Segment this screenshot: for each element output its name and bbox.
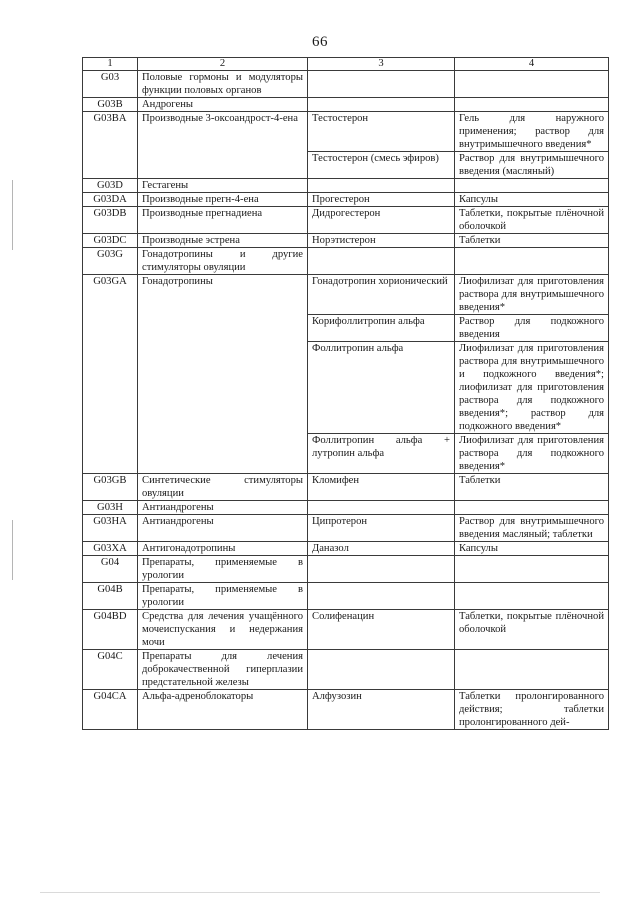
drug-cell: Тестостерон	[308, 112, 455, 152]
atc-code-cell: G03XA	[83, 542, 138, 556]
atc-code-cell: G03GB	[83, 474, 138, 501]
table-row	[83, 112, 609, 152]
dosage-form-cell: Гель для наружного применения; раствор для внутримышечного введения*	[455, 112, 609, 152]
table-row	[83, 515, 609, 542]
scan-edge-mark	[12, 180, 13, 250]
dosage-form-cell: Раствор для внутримышечного введения (масляный)	[455, 152, 609, 179]
drug-cell	[308, 650, 455, 690]
dosage-form-cell: Таблетки, покрытые плёночной оболочкой	[455, 207, 609, 234]
dosage-form-cell: Капсулы	[455, 542, 609, 556]
drug-cell: Алфузозин	[308, 690, 455, 730]
dosage-form-cell: Лиофилизат для приготовления раствора для внутримышечного и подкожного введения*; лиофилизат для приготовления раствора для подкожного введения*; раствор для подкожного введения*	[455, 342, 609, 434]
drug-cell	[308, 556, 455, 583]
drug-cell: Гонадотропин хорионический	[308, 275, 455, 315]
group-cell: Производные прегн-4-ена	[138, 193, 308, 207]
group-cell: Препараты, применяемые в урологии	[138, 583, 308, 610]
dosage-form-cell	[455, 501, 609, 515]
table-row	[83, 207, 609, 234]
dosage-form-cell: Таблетки пролонгированного действия; таблетки пролонгированного дей-	[455, 690, 609, 730]
drug-cell: Норэтистерон	[308, 234, 455, 248]
group-cell: Препараты, применяемые в урологии	[138, 556, 308, 583]
drug-cell: Тестостерон (смесь эфиров)	[308, 152, 455, 179]
dosage-form-cell	[455, 650, 609, 690]
column-header-drug: 3	[308, 58, 455, 71]
dosage-form-cell	[455, 71, 609, 98]
dosage-form-cell	[455, 556, 609, 583]
dosage-form-cell: Раствор для внутримышечного введения масляный; таблетки	[455, 515, 609, 542]
group-cell: Гонадотропины	[138, 275, 308, 474]
drug-cell: Дидрогестерон	[308, 207, 455, 234]
table-row	[83, 690, 609, 730]
table-row	[83, 71, 609, 98]
group-cell: Антиандрогены	[138, 515, 308, 542]
drug-cell	[308, 71, 455, 98]
scan-edge-mark	[12, 520, 13, 580]
atc-code-cell: G03DB	[83, 207, 138, 234]
atc-code-cell: G04B	[83, 583, 138, 610]
table-row	[83, 179, 609, 193]
dosage-form-cell: Лиофилизат для приготовления раствора для внутримышечного введения*	[455, 275, 609, 315]
dosage-form-cell	[455, 583, 609, 610]
drug-cell	[308, 583, 455, 610]
atc-code-cell: G03GA	[83, 275, 138, 474]
table-row	[83, 474, 609, 501]
dosage-form-cell: Раствор для подкожного введения	[455, 315, 609, 342]
drug-cell	[308, 248, 455, 275]
atc-code-cell: G03DC	[83, 234, 138, 248]
table-row	[83, 556, 609, 583]
dosage-form-cell	[455, 179, 609, 193]
table-row	[83, 501, 609, 515]
group-cell: Производные прегнадиена	[138, 207, 308, 234]
drug-cell: Даназол	[308, 542, 455, 556]
dosage-form-cell: Лиофилизат для приготовления раствора для подкожного введения*	[455, 434, 609, 474]
table-row	[83, 248, 609, 275]
drug-cell: Фоллитропин альфа	[308, 342, 455, 434]
group-cell: Препараты для лечения доброкачественной гиперплазии предстательной железы	[138, 650, 308, 690]
dosage-form-cell	[455, 248, 609, 275]
scan-edge-mark	[40, 892, 600, 893]
medication-table	[82, 57, 609, 730]
drug-cell: Фоллитропин альфа + лутропин альфа	[308, 434, 455, 474]
group-cell: Альфа-адреноблокаторы	[138, 690, 308, 730]
dosage-form-cell: Таблетки	[455, 474, 609, 501]
group-cell: Производные 3-оксоандрост-4-ена	[138, 112, 308, 179]
drug-cell: Солифенацин	[308, 610, 455, 650]
atc-code-cell: G04BD	[83, 610, 138, 650]
group-cell: Гонадотропины и другие стимуляторы овуляции	[138, 248, 308, 275]
drug-cell: Ципротерон	[308, 515, 455, 542]
group-cell: Антиандрогены	[138, 501, 308, 515]
dosage-form-cell: Таблетки, покрытые плёночной оболочкой	[455, 610, 609, 650]
group-cell: Половые гормоны и модуляторы функции половых органов	[138, 71, 308, 98]
atc-code-cell: G03HA	[83, 515, 138, 542]
table-row	[83, 583, 609, 610]
atc-code-cell: G03G	[83, 248, 138, 275]
column-header-group: 2	[138, 58, 308, 71]
dosage-form-cell: Таблетки	[455, 234, 609, 248]
table-row	[83, 610, 609, 650]
atc-code-cell: G03D	[83, 179, 138, 193]
dosage-form-cell	[455, 98, 609, 112]
group-cell: Производные эстрена	[138, 234, 308, 248]
table-row	[83, 193, 609, 207]
atc-code-cell: G04C	[83, 650, 138, 690]
column-header-form: 4	[455, 58, 609, 71]
drug-cell: Кломифен	[308, 474, 455, 501]
atc-code-cell: G03H	[83, 501, 138, 515]
atc-code-cell: G04	[83, 556, 138, 583]
atc-code-cell: G03B	[83, 98, 138, 112]
table-row	[83, 650, 609, 690]
column-header-code: 1	[83, 58, 138, 71]
atc-code-cell: G03BA	[83, 112, 138, 179]
table-row	[83, 98, 609, 112]
group-cell: Средства для лечения учащённого мочеиспускания и недержания мочи	[138, 610, 308, 650]
dosage-form-cell: Капсулы	[455, 193, 609, 207]
atc-code-cell: G03	[83, 71, 138, 98]
table-row	[83, 542, 609, 556]
group-cell: Синтетические стимуляторы овуляции	[138, 474, 308, 501]
atc-code-cell: G03DA	[83, 193, 138, 207]
drug-cell: Корифоллитропин альфа	[308, 315, 455, 342]
table-row	[83, 275, 609, 315]
drug-cell: Прогестерон	[308, 193, 455, 207]
atc-code-cell: G04CA	[83, 690, 138, 730]
table-row	[83, 234, 609, 248]
page-number: 66	[312, 34, 328, 50]
group-cell: Андрогены	[138, 98, 308, 112]
group-cell: Антигонадотропины	[138, 542, 308, 556]
group-cell: Гестагены	[138, 179, 308, 193]
drug-cell	[308, 98, 455, 112]
drug-cell	[308, 501, 455, 515]
drug-cell	[308, 179, 455, 193]
table-header-row	[83, 58, 609, 71]
